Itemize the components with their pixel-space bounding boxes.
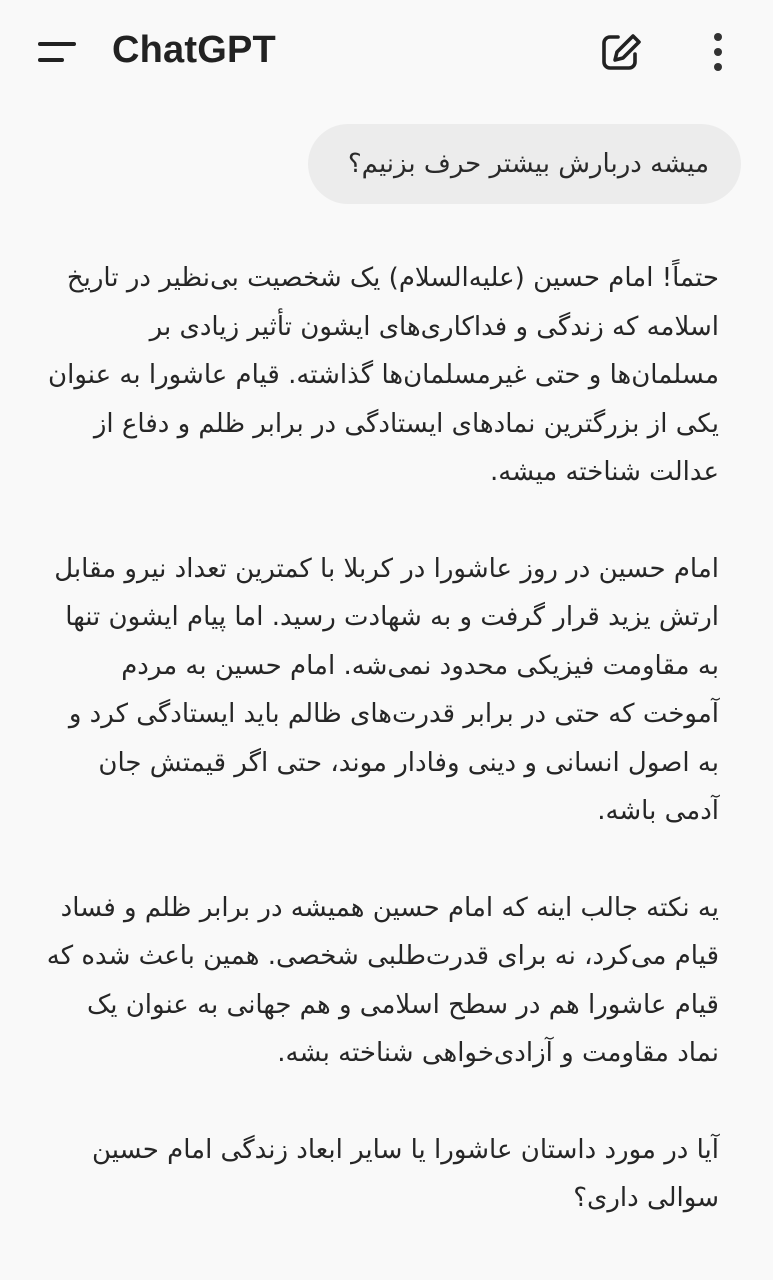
menu-button[interactable] [28, 28, 84, 76]
app-title: ChatGPT [112, 29, 276, 71]
more-options-button[interactable] [700, 28, 736, 76]
new-chat-button[interactable] [596, 28, 648, 76]
user-message-text: میشه دربارش بیشتر حرف بزنیم؟ [347, 149, 709, 179]
edit-pencil-icon [596, 28, 648, 76]
assistant-paragraph: حتماً! امام حسین (علیه‌السلام) یک شخصیت بی‌نظیر در تاریخ اسلامه که زندگی و فداکاری‌های ایشون تأثیر زیادی بر مسلمان‌ها و حتی غیرمسلمان‌ها گذاشته. قیام عاشورا به عنوان یکی از بزرگترین نمادهای ایستادگی در برابر ظلم و دفاع از عدالت شناخته میشه. [48, 263, 719, 487]
assistant-paragraph: آیا در مورد داستان عاشورا یا سایر ابعاد زندگی امام حسین سوالی داری؟ [91, 1134, 719, 1213]
assistant-paragraph: امام حسین در روز عاشورا در کربلا با کمترین تعداد نیرو مقابل ارتش یزید قرار گرفت و به شهادت رسید. اما پیام ایشون تنها به مقاومت فیزیکی محدود نمی‌شه. امام حسین به مردم آموخت که حتی در برابر قدرت‌های ظالم باید ایستادگی کرد و به اصول انسانی و دینی وفادار موند، حتی اگر قیمتش جان آدمی باشه. [54, 553, 719, 826]
app-header [0, 0, 773, 104]
user-message-bubble [308, 124, 741, 204]
assistant-paragraph: یه نکته جالب اینه که امام حسین همیشه در برابر ظلم و فساد قیام می‌کرد، نه برای قدرت‌طلبی شخصی. همین باعث شده که قیام عاشورا هم در سطح اسلامی و هم جهانی به عنوان یک نماد مقاومت و آزادی‌خواهی شناخته بشه. [46, 892, 719, 1068]
kebab-menu-icon [700, 28, 736, 76]
hamburger-menu-icon [28, 28, 84, 76]
assistant-message [46, 254, 719, 1271]
